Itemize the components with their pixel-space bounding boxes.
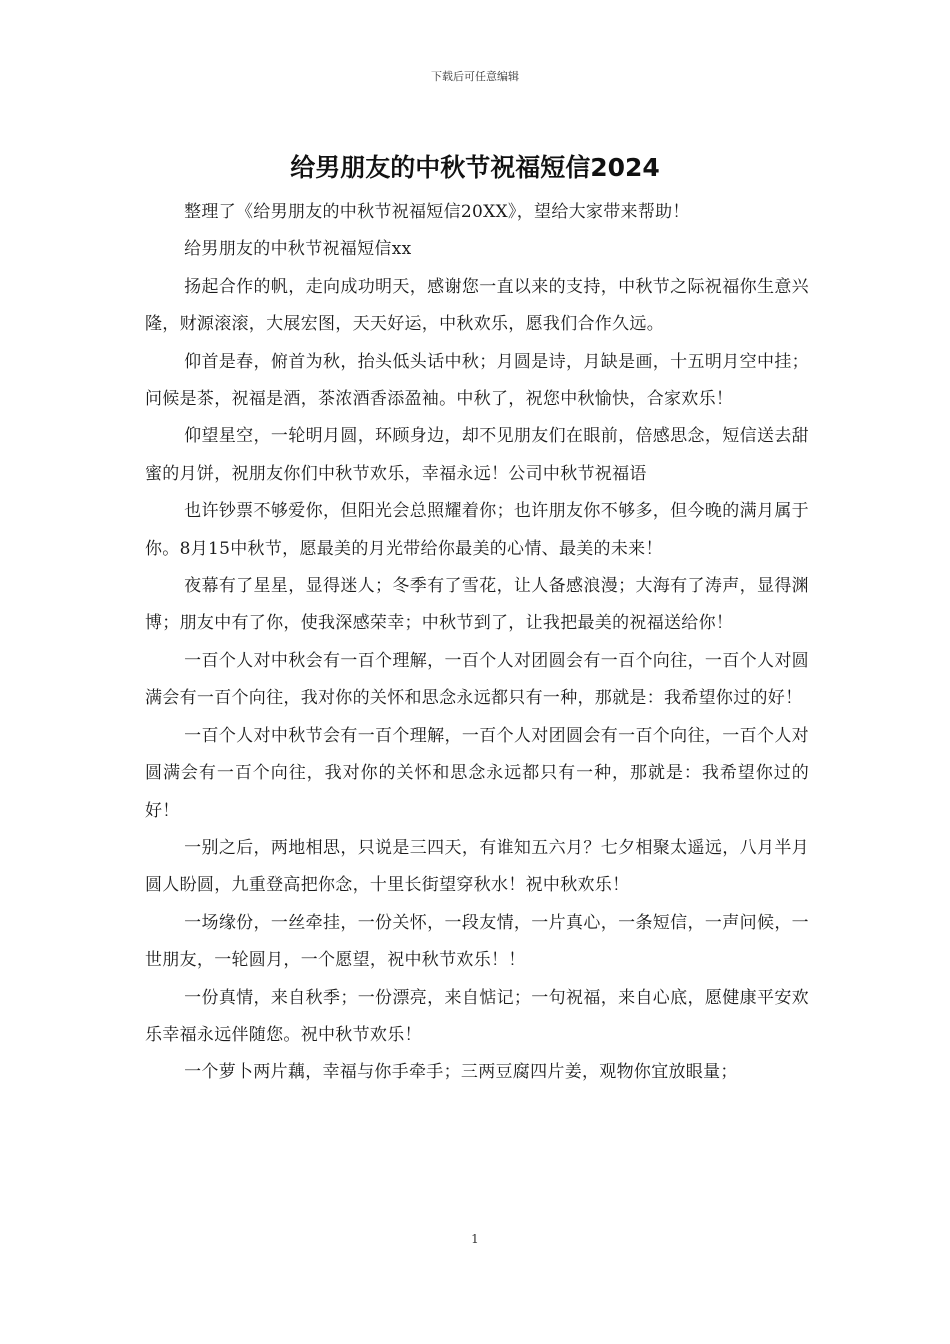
paragraph: 一别之后，两地相思，只说是三四天，有谁知五六月？七夕相聚太遥远，八月半月圆人盼圆，九重登高把你念，十里长街望穿秋水！祝中秋欢乐！: [145, 837, 809, 896]
page-header: 下载后可任意编辑: [431, 70, 519, 83]
paragraph: 一百个人对中秋节会有一百个理解，一百个人对团圆会有一百个向往，一百个人对圆满会有一百个向往，我对你的关怀和思念永远都只有一种，那就是：我希望你过的好！: [145, 725, 809, 821]
paragraph: 仰首是春，俯首为秋，抬头低头话中秋；月圆是诗，月缺是画，十五明月空中挂；问候是茶，祝福是酒，茶浓酒香添盈袖。中秋了，祝您中秋愉快，合家欢乐！: [145, 351, 809, 410]
paragraph: 一百个人对中秋会有一百个理解，一百个人对团圆会有一百个向往，一百个人对圆满会有一百个向往，我对你的关怀和思念永远都只有一种，那就是：我希望你过的好！: [145, 650, 809, 709]
paragraph: 整理了《给男朋友的中秋节祝福短信20XX》，望给大家带来帮助！: [184, 202, 690, 222]
paragraph: 夜幕有了星星，显得迷人；冬季有了雪花，让人备感浪漫；大海有了涛声，显得渊博；朋友中有了你，使我深感荣幸；中秋节到了，让我把最美的祝福送给你！: [145, 576, 809, 634]
paragraph: 一个萝卜两片藕，幸福与你手牵手；三两豆腐四片姜，观物你宜放眼量；: [184, 1062, 738, 1083]
document-title: 给男朋友的中秋节祝福短信2024: [290, 153, 660, 182]
paragraph: 也许钞票不够爱你，但阳光会总照耀着你；也许朋友你不够多，但今晚的满月属于你。8月15中秋节，愿最美的月光带给你最美的心情、最美的未来！: [145, 501, 809, 559]
paragraph: 仰望星空，一轮明月圆，环顾身边，却不见朋友们在眼前，倍感思念，短信送去甜蜜的月饼，祝朋友你们中秋节欢乐，幸福永远！公司中秋节祝福语: [145, 426, 809, 484]
paragraph: 给男朋友的中秋节祝福短信xx: [184, 239, 412, 260]
document-body: [145, 194, 809, 1092]
paragraph: 一份真情，来自秋季；一份漂亮，来自惦记；一句祝福，来自心底，愿健康平安欢乐幸福永远伴随您。祝中秋节欢乐！: [145, 987, 809, 1045]
paragraph: 一场缘份，一丝牵挂，一份关怀，一段友情，一片真心，一条短信，一声问候，一世朋友，一轮圆月，一个愿望，祝中秋节欢乐！！: [145, 912, 809, 971]
paragraph: 扬起合作的帆，走向成功明天，感谢您一直以来的支持，中秋节之际祝福你生意兴隆，财源滚滚，大展宏图，天天好运，中秋欢乐，愿我们合作久远。: [145, 276, 809, 335]
page-number: 1: [471, 1232, 479, 1246]
